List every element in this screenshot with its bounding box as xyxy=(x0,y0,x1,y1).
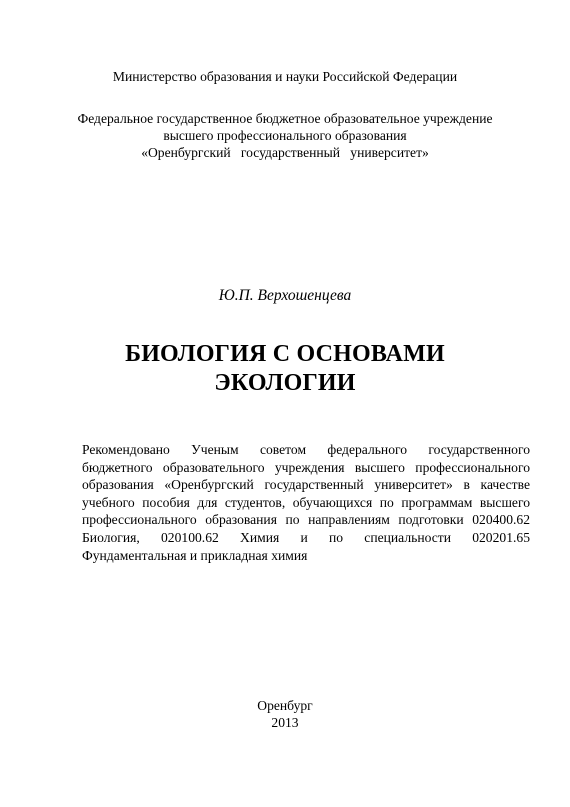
institution-line-1: Федеральное государственное бюджетное образовательное учреждение xyxy=(77,111,493,126)
book-title-line-2: ЭКОЛОГИИ xyxy=(214,370,356,396)
ministry-name: Министерство образования и науки Российской Федерации xyxy=(112,69,458,84)
book-title xyxy=(0,340,570,398)
institution-line-2: высшего профессионального образования xyxy=(163,128,407,143)
recommendation-text: Рекомендовано Ученым советом федерального государственного бюджетного образовательного учреждения высшего профессионального образования «Оренбургский государственный университет» в качестве учебного пособия для студентов, обучающихся по программам высшего профессионального образования по направлениям подготовки 020400.62 Биология, 020100.62 Химия и по специальности 020201.65 Фундаментальная и прикладная химия xyxy=(82,442,530,563)
publication-city: Оренбург xyxy=(257,698,313,713)
author-name: Ю.П. Верхошенцева xyxy=(218,287,352,304)
publication-place-year xyxy=(0,697,570,731)
institution-name xyxy=(0,110,570,161)
book-title-line-1: БИОЛОГИЯ С ОСНОВАМИ xyxy=(125,341,445,367)
publication-year: 2013 xyxy=(271,715,299,730)
institution-line-3: «Оренбургский государственный университет» xyxy=(141,145,429,160)
